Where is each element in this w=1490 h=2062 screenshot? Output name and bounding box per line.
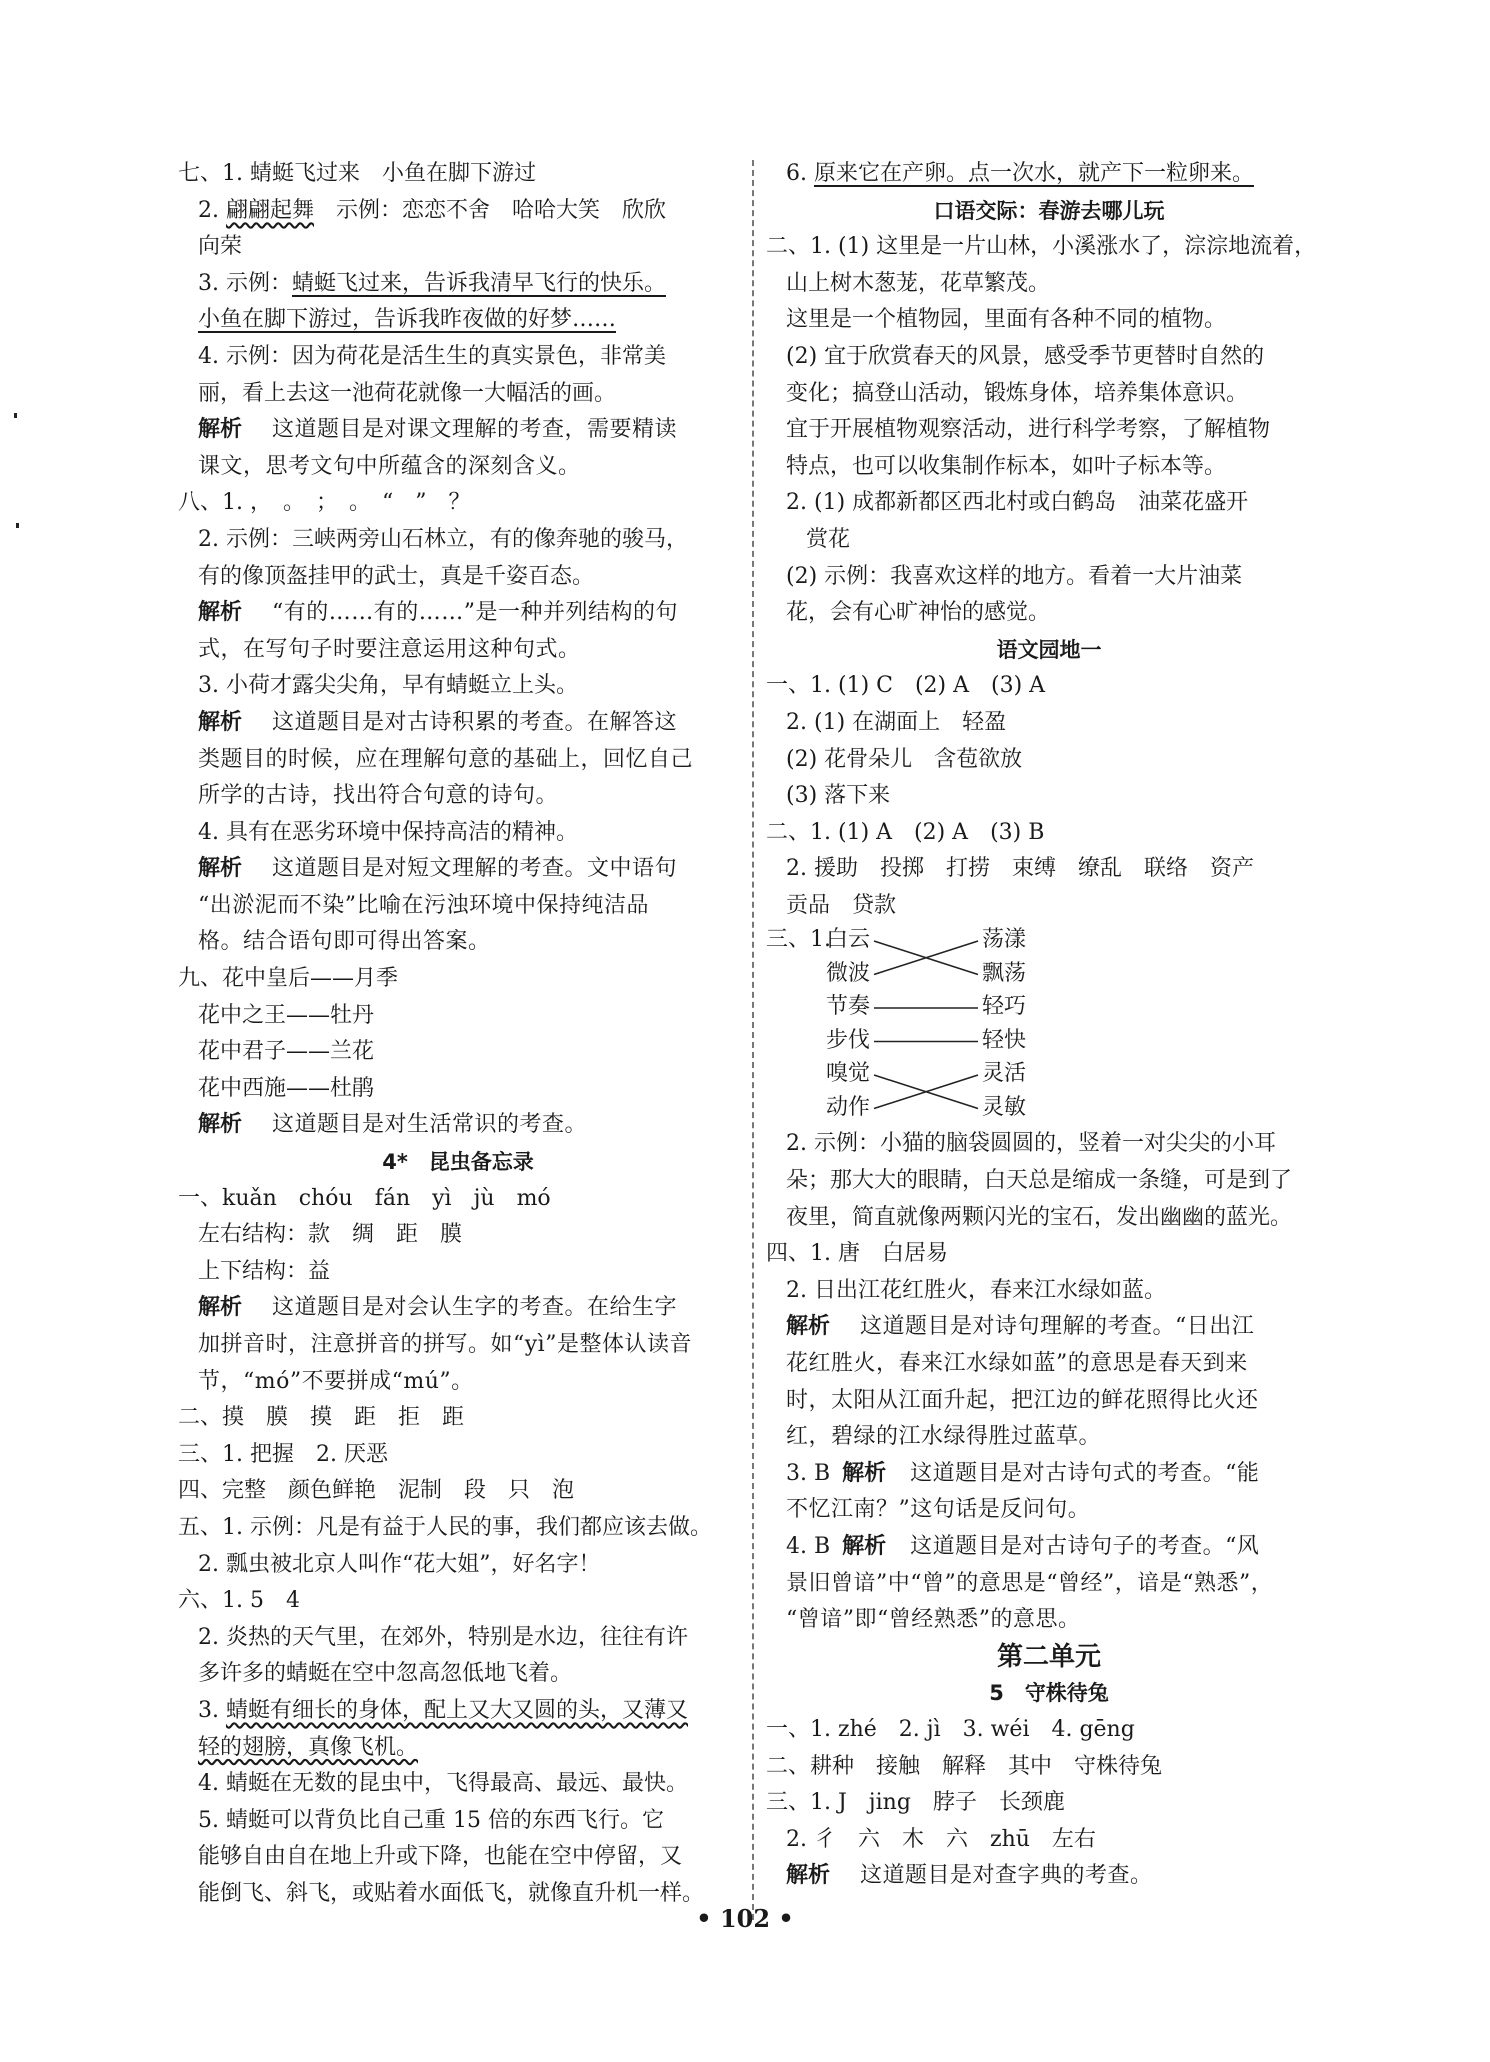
text-line — [766, 595, 1332, 632]
answer-text: 丽，看上去这一池荷花就像一大幅活的画。 — [198, 380, 617, 406]
answer-text: 6. — [786, 161, 814, 186]
answer-text: 3. 示例： — [198, 270, 292, 296]
wavy-underlined-answer: 轻的翅膀，真像飞机。 — [198, 1734, 419, 1760]
match-right-word: 灵敏 — [982, 1094, 1027, 1120]
text-line — [178, 888, 738, 925]
answer-text: 山上树木葱茏，花草繁茂。 — [786, 270, 1051, 296]
text-line — [178, 1547, 738, 1584]
answer-text: 八、1. ， 。 ； 。 “ ” ？ — [178, 490, 471, 516]
analysis-label: 解析 — [198, 709, 243, 735]
answer-text: 花中君子——兰花 — [198, 1039, 375, 1065]
text-line — [178, 1803, 738, 1840]
answer-text: 九、花中皇后——月季 — [178, 966, 399, 992]
text-line — [178, 449, 738, 486]
match-left-word: 步伐 — [826, 1027, 871, 1053]
text-line — [178, 1656, 738, 1693]
answer-text: 花，会有心旷神怡的感觉。 — [786, 600, 1051, 626]
text-line — [178, 1693, 738, 1730]
left-column — [178, 156, 738, 1913]
match-left-word: 节奏 — [826, 994, 871, 1020]
text-line — [766, 1419, 1332, 1456]
matching-prefix: 三、1. — [766, 927, 831, 953]
analysis-text: “出淤泥而不染”比喻在污浊环境中保持纯洁品 — [198, 892, 649, 918]
text-line — [766, 888, 1332, 925]
text-line — [766, 632, 1332, 669]
text-line — [178, 705, 738, 742]
answer-text: (2) 示例：我喜欢这样的地方。看着一大片油菜 — [786, 563, 1243, 589]
text-line — [178, 595, 738, 632]
text-line — [766, 1529, 1332, 1566]
answer-text: 花中之王——牡丹 — [198, 1002, 375, 1028]
underlined-answer: 小鱼在脚下游过，告诉我昨夜做的好梦…… — [198, 307, 617, 333]
analysis-label: 解析 — [198, 600, 243, 626]
section-heading: 语文园地一 — [996, 637, 1102, 662]
wavy-underlined-answer: 蜻蜓有细长的身体，配上又大又圆的头，又薄又 — [225, 1697, 688, 1723]
analysis-label: 解析 — [198, 1295, 243, 1321]
answer-text: 4. 蜻蜓在无数的昆虫中，飞得最高、最远、最快。 — [198, 1771, 688, 1797]
text-line — [766, 1126, 1332, 1163]
text-line — [766, 302, 1332, 339]
text-line — [178, 376, 738, 413]
answer-text: 2. — [198, 197, 226, 223]
answer-text: 贡品 贷款 — [786, 892, 897, 918]
text-line — [766, 815, 1332, 852]
text-line — [766, 522, 1332, 559]
analysis-text: 景旧曾谙”中“曾”的意思是“曾经”，谙是“熟悉”， — [786, 1570, 1274, 1596]
text-line — [178, 1327, 738, 1364]
answer-text: 四、完整 颜色鲜艳 泥制 段 只 泡 — [178, 1478, 575, 1504]
text-line — [766, 1712, 1332, 1749]
text-line — [178, 632, 738, 669]
section-heading: 口语交际：春游去哪儿玩 — [933, 198, 1165, 223]
analysis-text: 节，“mó”不要拼成“mú”。 — [198, 1368, 474, 1394]
text-line — [178, 815, 738, 852]
page-number: • 102 • — [696, 1904, 794, 1933]
text-line — [766, 266, 1332, 303]
answer-text: 3. B — [786, 1460, 831, 1486]
text-line — [766, 193, 1332, 230]
answer-text: 宜于开展植物观察活动，进行科学考察，了解植物 — [786, 417, 1271, 443]
text-line — [178, 1071, 738, 1108]
section-heading: 4* 昆虫备忘录 — [382, 1150, 534, 1175]
text-line — [178, 778, 738, 815]
underlined-answer: 蜻蜓飞过来，告诉我清早飞行的快乐。 — [291, 270, 666, 296]
column-divider — [752, 160, 754, 1920]
answer-text: 能够自由自在地上升或下降，也能在空中停留，又 — [198, 1844, 683, 1870]
analysis-text: 时，太阳从江面升起，把江边的鲜花照得比火还 — [786, 1387, 1259, 1413]
text-line — [178, 851, 738, 888]
text-line — [178, 1217, 738, 1254]
match-right-word: 轻快 — [982, 1027, 1027, 1053]
text-line — [178, 961, 738, 998]
text-line — [178, 1254, 738, 1291]
text-line — [766, 1309, 1332, 1346]
text-line — [766, 449, 1332, 486]
answer-text: 这里是一个植物园，里面有各种不同的植物。 — [786, 307, 1227, 333]
text-line — [178, 302, 738, 339]
answer-text: 示例：恋恋不舍 哈哈大笑 欣欣 — [314, 197, 667, 223]
match-right-word: 轻巧 — [982, 994, 1027, 1020]
text-line — [178, 1620, 738, 1657]
text-line — [766, 1785, 1332, 1822]
text-line — [766, 412, 1332, 449]
text-line — [178, 1400, 738, 1437]
answer-text: 2. 示例：小猫的脑袋圆圆的，竖着一对尖尖的小耳 — [786, 1131, 1276, 1157]
text-line — [766, 229, 1332, 266]
answer-text: 左右结构：款 绸 距 膜 — [198, 1222, 463, 1248]
text-line — [766, 1639, 1332, 1676]
answer-text: 4. 示例：因为荷花是活生生的真实景色，非常美 — [198, 343, 666, 369]
answer-text: 向荣 — [198, 234, 243, 260]
text-line — [178, 156, 738, 193]
match-left-word: 嗅觉 — [826, 1061, 871, 1087]
answer-text: 朵；那大大的眼睛，白天总是缩成一条缝，可是到了 — [786, 1168, 1293, 1194]
text-line — [178, 193, 738, 230]
text-line — [766, 778, 1332, 815]
answer-text: 能倒飞、斜飞，或贴着水面低飞，就像直升机一样。 — [198, 1880, 705, 1906]
text-line — [178, 1510, 738, 1547]
analysis-label: 解析 — [198, 856, 243, 882]
text-line — [178, 229, 738, 266]
answer-text: 夜里，简直就像两颗闪光的宝石，发出幽幽的蓝光。 — [786, 1204, 1293, 1230]
text-line — [766, 1236, 1332, 1273]
text-line — [766, 705, 1332, 742]
text-line — [178, 412, 738, 449]
answer-text: 4. 具有在恶劣环境中保持高洁的精神。 — [198, 819, 578, 845]
text-line — [178, 1364, 738, 1401]
match-left-word: 微波 — [826, 960, 871, 986]
text-line — [766, 1492, 1332, 1529]
analysis-text: 这道题目是对生活常识的考查。 — [272, 1112, 588, 1138]
answer-text: 多许多的蜻蜓在空中忽高忽低地飞着。 — [198, 1661, 573, 1687]
match-left-word: 白云 — [826, 927, 871, 953]
text-line — [178, 742, 738, 779]
analysis-text: 课文，思考文句中所蕴含的深刻含义。 — [198, 453, 581, 479]
analysis-text: “曾谙”即“曾经熟悉”的意思。 — [786, 1607, 1081, 1633]
analysis-text: 这道题目是对短文理解的考查。文中语句 — [272, 856, 678, 882]
answer-text: 一、1. (1) C (2) A (3) A — [766, 673, 1046, 699]
answer-text: (2) 花骨朵儿 含苞欲放 — [786, 746, 1023, 772]
analysis-text: 这道题目是对古诗句子的考查。“风 — [910, 1534, 1260, 1559]
analysis-text: 这道题目是对查字典的考查。 — [860, 1863, 1153, 1889]
answer-text: 变化；搞登山活动，锻炼身体，培养集体意识。 — [786, 380, 1249, 406]
match-right-word: 灵活 — [982, 1061, 1027, 1087]
analysis-text: 不忆江南？”这句话是反问句。 — [786, 1497, 1091, 1523]
answer-text: 六、1. 5 4 — [178, 1588, 300, 1614]
text-line — [178, 1766, 738, 1803]
analysis-text: 这道题目是对课文理解的考查，需要精读 — [272, 417, 678, 443]
answer-text: 花中西施——杜鹃 — [198, 1075, 375, 1101]
answer-text: 4. B — [786, 1534, 831, 1559]
analysis-text: 这道题目是对诗句理解的考查。“日出江 — [860, 1314, 1255, 1340]
analysis-text: 格。结合语句即可得出答案。 — [198, 929, 491, 955]
answer-text: 2. 日出江花红胜火，春来江水绿如蓝。 — [786, 1277, 1166, 1303]
text-line — [766, 851, 1332, 888]
unit-heading: 第二单元 — [996, 1641, 1101, 1672]
analysis-label: 解析 — [842, 1534, 887, 1559]
text-line — [178, 668, 738, 705]
text-line — [766, 1675, 1332, 1712]
answer-text: 二、耕种 接触 解释 其中 守株待兔 — [766, 1753, 1163, 1779]
text-line — [766, 742, 1332, 779]
text-line — [178, 522, 738, 559]
text-line — [766, 156, 1332, 193]
answer-text: 2. (1) 成都新都区西北村或白鹤岛 油菜花盛开 — [786, 490, 1249, 516]
answer-text: 二、摸 膜 摸 距 拒 距 — [178, 1405, 465, 1431]
answer-text: 一、1. zhé 2. jì 3. wéi 4. gēng — [766, 1716, 1135, 1742]
answer-text: 五、1. 示例：凡是有益于人民的事，我们都应该去做。 — [178, 1514, 712, 1540]
text-line — [766, 1749, 1332, 1786]
text-line — [178, 339, 738, 376]
analysis-label: 解析 — [786, 1314, 831, 1340]
text-line — [766, 559, 1332, 596]
right-top-block — [766, 156, 1332, 924]
text-line — [178, 1290, 738, 1327]
scan-mark — [16, 523, 19, 528]
analysis-text: 式，在写句子时要注意运用这种句式。 — [198, 636, 581, 662]
text-line — [178, 1839, 738, 1876]
word-matching-exercise — [766, 924, 1332, 1126]
answer-text: 二、1. (1) A (2) A (3) B — [766, 819, 1045, 845]
text-line — [178, 485, 738, 522]
analysis-label: 解析 — [842, 1460, 887, 1486]
text-line — [178, 559, 738, 596]
answer-text: (3) 落下来 — [786, 783, 891, 809]
answer-text: 上下结构：益 — [198, 1258, 331, 1284]
answer-text: 赏花 — [806, 526, 851, 552]
analysis-text: 这道题目是对古诗句式的考查。“能 — [910, 1460, 1260, 1486]
underlined-answer: 原来它在产卵。点一次水，就产下一粒卵来。 — [813, 161, 1254, 186]
scan-mark — [14, 413, 17, 418]
text-line — [178, 998, 738, 1035]
text-line — [178, 924, 738, 961]
text-line — [766, 485, 1332, 522]
answer-text: 3. 小荷才露尖尖角，早有蜻蜓立上头。 — [198, 673, 578, 699]
text-line — [766, 1383, 1332, 1420]
analysis-text: 花红胜火，春来江水绿如蓝”的意思是春天到来 — [786, 1351, 1248, 1377]
text-line — [766, 1602, 1332, 1639]
answer-text: 2. 炎热的天气里，在郊外，特别是水边，往往有许 — [198, 1624, 688, 1650]
answer-text: 特点，也可以收集制作标本，如叶子标本等。 — [786, 453, 1227, 479]
answer-text: 2. (1) 在湖面上 轻盈 — [786, 709, 1007, 735]
analysis-label: 解析 — [198, 1112, 243, 1138]
text-line — [178, 1437, 738, 1474]
answer-text: 一、kuǎn chóu fán yì jù mó — [178, 1185, 551, 1211]
text-line — [178, 1034, 738, 1071]
text-line — [766, 339, 1332, 376]
answer-text: 有的像顶盔挂甲的武士，真是千姿百态。 — [198, 563, 595, 589]
text-line — [766, 1456, 1332, 1493]
text-line — [178, 1181, 738, 1218]
answer-text: 2. 示例：三峡两旁山石林立，有的像奔驰的骏马， — [198, 526, 688, 552]
answer-text: 3. — [198, 1697, 226, 1723]
text-line — [766, 668, 1332, 705]
analysis-text: 所学的古诗，找出符合句意的诗句。 — [198, 783, 559, 809]
analysis-text: 加拼音时，注意拼音的拼写。如“yì”是整体认读音 — [198, 1332, 692, 1357]
analysis-text: 红，碧绿的江水绿得胜过蓝草。 — [786, 1424, 1102, 1450]
right-bottom-block — [766, 1126, 1332, 1894]
answer-text: 四、1. 唐 白居易 — [766, 1241, 948, 1267]
match-right-word: 飘荡 — [982, 960, 1027, 986]
match-left-word: 动作 — [826, 1094, 871, 1120]
text-line — [766, 1346, 1332, 1383]
text-line — [766, 1200, 1332, 1237]
text-line — [178, 266, 738, 303]
text-line — [178, 1473, 738, 1510]
answer-text: 三、1. 把握 2. 厌恶 — [178, 1441, 388, 1467]
section-heading: 5 守株待兔 — [989, 1681, 1109, 1706]
right-column — [766, 156, 1332, 1895]
analysis-text: 这道题目是对古诗积累的考查。在解答这 — [272, 709, 678, 735]
text-line — [766, 376, 1332, 413]
answer-text: 2. 援助 投掷 打捞 束缚 缭乱 联络 资产 — [786, 856, 1254, 882]
text-line — [766, 1163, 1332, 1200]
text-line — [766, 1273, 1332, 1310]
wavy-underlined-answer: 翩翩起舞 — [225, 197, 314, 223]
answer-text: 二、1. (1) 这里是一片山林，小溪涨水了，淙淙地流着， — [766, 234, 1317, 260]
text-line — [178, 1107, 738, 1144]
answer-text: 三、1. J jing 脖子 长颈鹿 — [766, 1790, 1065, 1816]
analysis-label: 解析 — [198, 417, 243, 443]
analysis-text: 这道题目是对会认生字的考查。在给生字 — [272, 1295, 678, 1321]
answer-text: 七、1. 蜻蜓飞过来 小鱼在脚下游过 — [178, 161, 536, 186]
analysis-text: “有的……有的……”是一种并列结构的句 — [272, 600, 679, 626]
answer-text: 2. 彳 六 木 六 zhū 左右 — [786, 1826, 1096, 1852]
text-line — [766, 1858, 1332, 1895]
text-line — [178, 1583, 738, 1620]
analysis-label: 解析 — [786, 1863, 831, 1889]
text-line — [178, 1144, 738, 1181]
answer-text: 5. 蜻蜓可以背负比自己重 15 倍的东西飞行。它 — [198, 1807, 664, 1833]
match-right-word: 荡漾 — [982, 927, 1027, 953]
text-line — [178, 1730, 738, 1767]
answer-text: 2. 瓢虫被北京人叫作“花大姐”，好名字！ — [198, 1551, 601, 1577]
text-line — [766, 1822, 1332, 1859]
text-line — [766, 1566, 1332, 1603]
analysis-text: 类题目的时候，应在理解句意的基础上，回忆自己 — [198, 746, 694, 772]
answer-text: (2) 宜于欣赏春天的风景，感受季节更替时自然的 — [786, 343, 1265, 369]
